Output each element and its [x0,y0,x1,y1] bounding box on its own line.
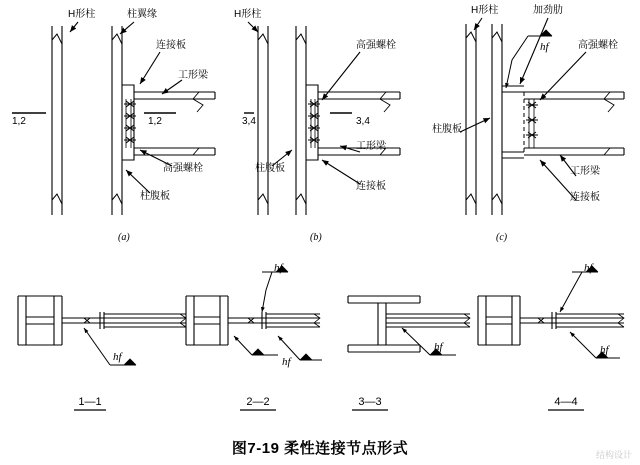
section-id-4-4: 4—4 [554,396,578,408]
section-mark-b-left: 3,4 [242,116,256,127]
watermark: 结构设计 [595,450,632,460]
label-a-column-web: 柱腹板 [140,191,170,202]
weld-size-label-2-2-top: hf [274,262,283,274]
label-a-connection-plate: 连接板 [156,40,186,51]
section-mark-a-right: 1,2 [148,116,162,127]
label-b-column-web: 柱腹板 [255,163,285,174]
section-mark-a-left: 1,2 [12,116,26,127]
label-c-h-column: H形柱 [471,5,499,16]
view-id-a: (a) [118,232,130,243]
section-id-1-1: 1—1 [78,396,102,408]
label-b-high-strength-bolt: 高强螺栓 [356,40,396,51]
label-c-column-web: 柱腹板 [432,124,462,135]
label-c-i-beam: 工形梁 [570,166,600,177]
view-id-c: (c) [496,232,508,243]
figure-title: 图7-19 柔性连接节点形式 [231,440,409,457]
label-c-high-strength-bolt: 高强螺栓 [578,40,618,51]
label-b-h-column: H形柱 [234,9,262,20]
label-b-connection-plate: 连接板 [356,181,386,192]
label-c-connection-plate: 连接板 [570,192,600,203]
label-b-i-beam: 工形梁 [356,141,386,152]
view-id-b: (b) [310,232,322,243]
weld-size-label-4-4-bottom: hf [600,344,609,356]
weld-size-label-3-3: hf [434,341,443,353]
weld-size-label-2-2-bottom: hf [282,356,291,368]
label-a-i-beam: 工形梁 [178,70,208,81]
weld-size-label-1-1: hf [113,351,122,363]
label-a-column-flange: 柱翼缘 [127,9,157,20]
section-id-2-2: 2—2 [246,396,270,408]
label-c-stiffener: 加劲肋 [533,5,563,16]
weld-size-label-4-4-top: hf [584,262,593,274]
section-id-3-3: 3—3 [358,396,382,408]
section-mark-b-right: 3,4 [356,116,370,127]
label-a-h-column: H形柱 [68,9,96,20]
weld-size-label-c: hf [540,41,549,53]
label-a-high-strength-bolt: 高强螺栓 [163,163,203,174]
